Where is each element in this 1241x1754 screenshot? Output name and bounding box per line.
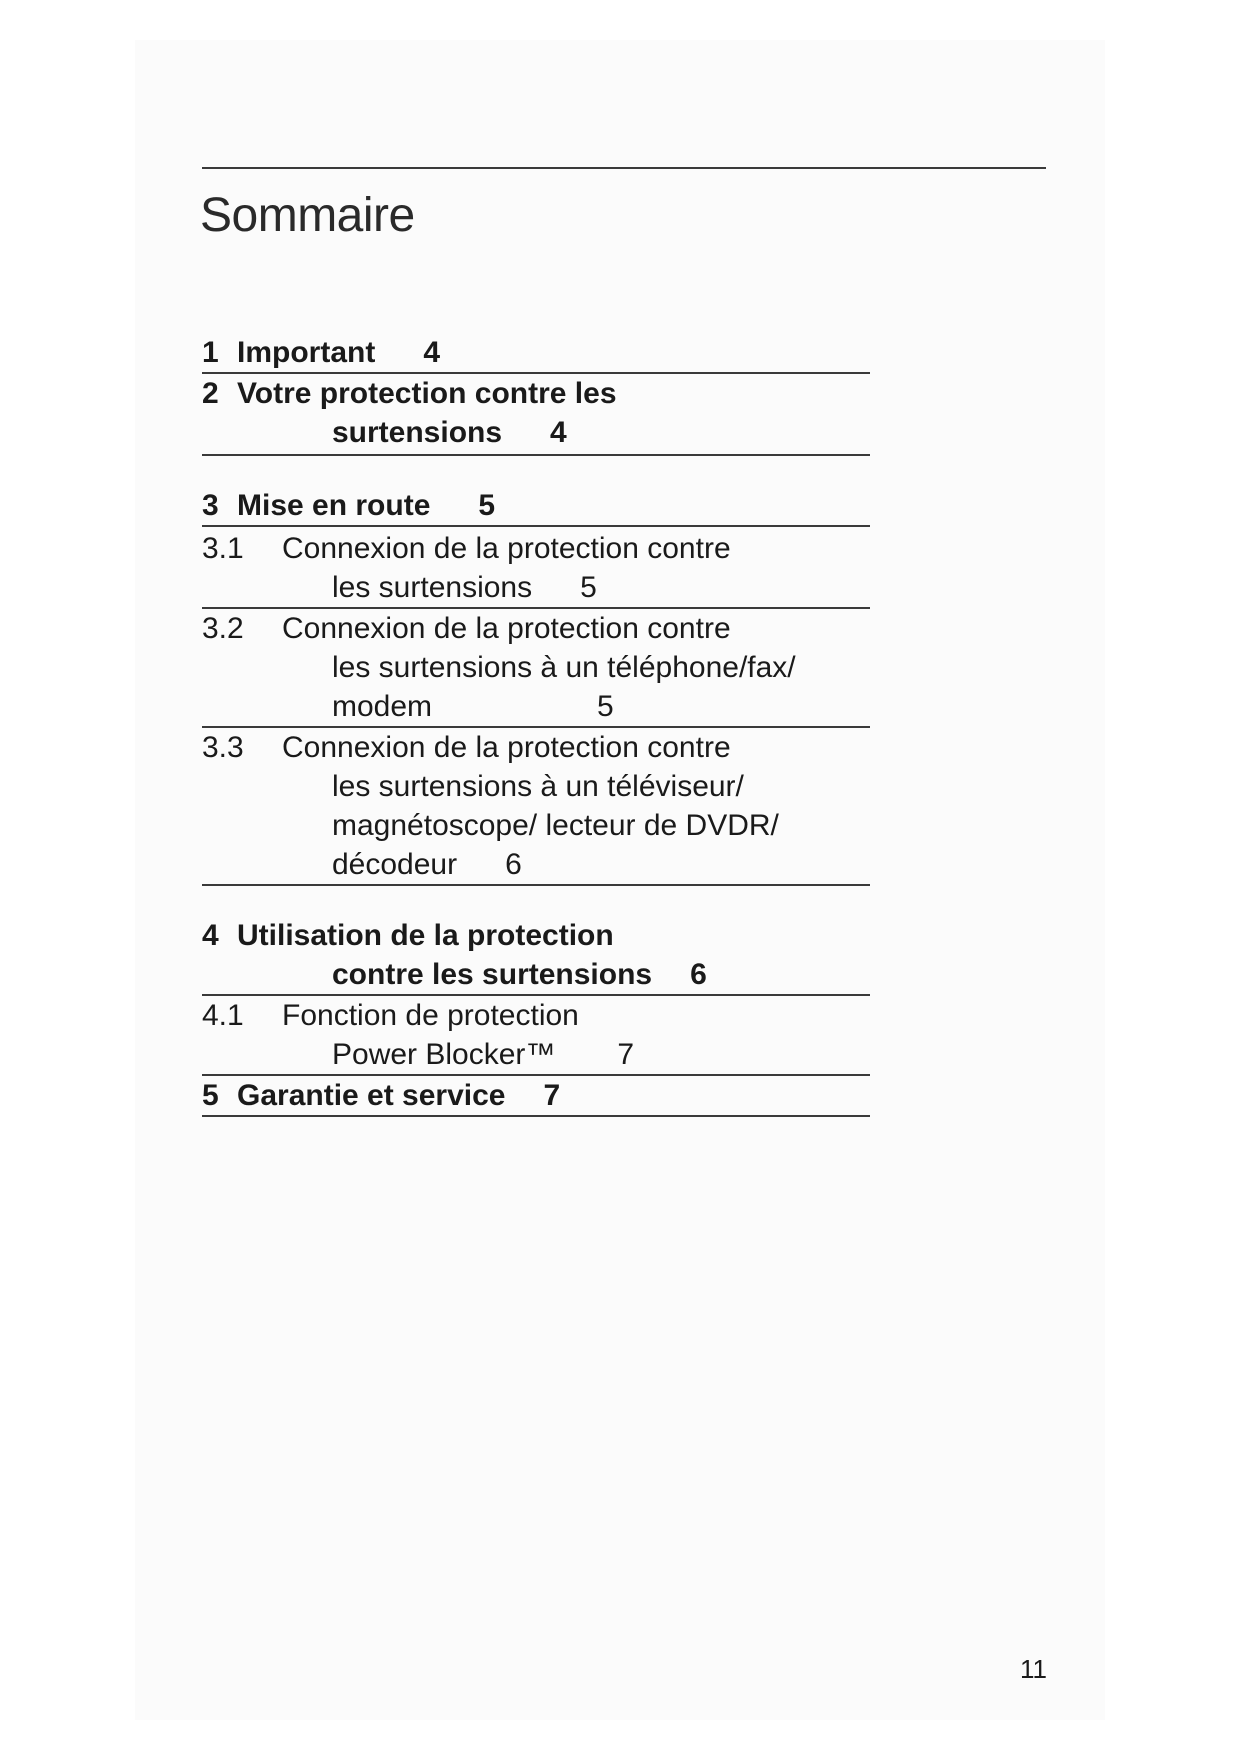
- toc-text: Important: [237, 336, 376, 369]
- toc-entry-4[interactable]: [202, 916, 870, 996]
- toc-text: Fonction de protection: [282, 999, 579, 1032]
- toc-text: Votre protection contre les: [237, 377, 617, 410]
- toc-number: 3.3: [202, 731, 244, 764]
- toc-text: Connexion de la protection contre: [282, 532, 731, 565]
- toc-number: 3.2: [202, 612, 244, 645]
- toc-text: magnétoscope/ lecteur de DVDR/: [332, 809, 779, 842]
- toc-text: Garantie et service: [237, 1079, 506, 1112]
- toc-text: surtensions: [332, 416, 503, 449]
- toc-page: 5: [580, 571, 597, 604]
- toc-text: Mise en route: [237, 489, 431, 522]
- toc-text: les surtensions à un téléviseur/: [332, 770, 744, 803]
- toc-entry-3-3[interactable]: [202, 728, 870, 886]
- toc-text: Connexion de la protection contre: [282, 731, 731, 764]
- toc-number: 3: [202, 489, 219, 522]
- toc-number: 2: [202, 377, 219, 410]
- toc-number: 3.1: [202, 532, 244, 565]
- page-title: Sommaire: [200, 189, 415, 242]
- toc-entry-3[interactable]: [202, 486, 870, 527]
- toc-text: Connexion de la protection contre: [282, 612, 731, 645]
- toc-number: 1: [202, 336, 219, 369]
- toc-text: Power Blocker™: [332, 1038, 556, 1071]
- toc-number: 5: [202, 1079, 219, 1112]
- toc-text: contre les surtensions: [332, 958, 653, 991]
- toc-entry-3-2[interactable]: [202, 609, 870, 728]
- toc-page: 5: [597, 690, 614, 723]
- toc-entry-1[interactable]: [202, 333, 870, 374]
- toc-page: 6: [505, 848, 522, 881]
- toc-entry-5[interactable]: [202, 1076, 870, 1117]
- table-of-contents: [202, 333, 870, 1117]
- toc-text: Utilisation de la protection: [237, 919, 614, 952]
- toc-page: 6: [690, 958, 707, 991]
- toc-entry-3-1[interactable]: [202, 527, 870, 609]
- toc-text: modem: [332, 690, 433, 723]
- toc-page: 4: [423, 336, 441, 369]
- header-rule: [202, 167, 1046, 169]
- toc-page: 4: [550, 416, 567, 449]
- toc-page: 7: [617, 1038, 635, 1071]
- toc-page: 5: [478, 489, 496, 522]
- toc-page: 7: [543, 1079, 561, 1112]
- toc-text: les surtensions: [332, 571, 533, 604]
- toc-text: décodeur: [332, 848, 458, 881]
- toc-entry-2[interactable]: [202, 374, 870, 456]
- page-number: 11: [1020, 1654, 1047, 1684]
- toc-text: les surtensions à un téléphone/fax/: [332, 651, 796, 684]
- toc-number: 4: [202, 919, 219, 952]
- toc-number: 4.1: [202, 999, 244, 1032]
- toc-entry-4-1[interactable]: [202, 996, 870, 1076]
